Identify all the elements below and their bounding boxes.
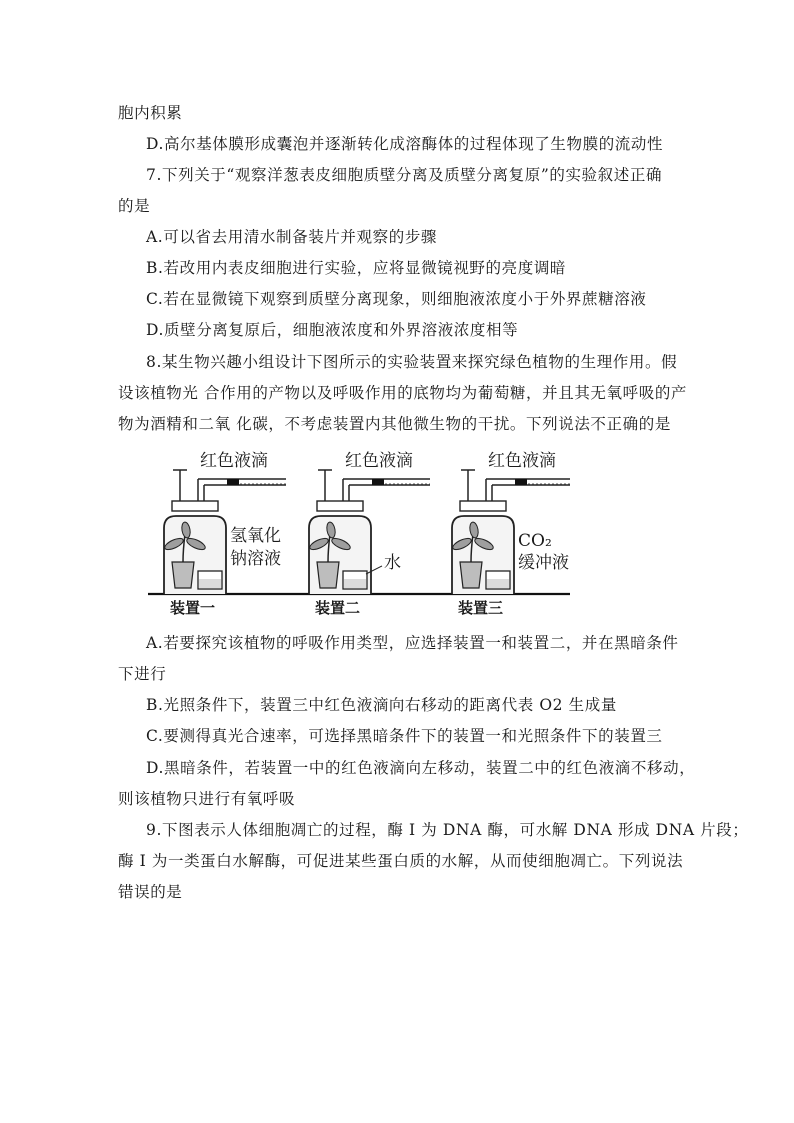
device-label: 装置三 — [458, 599, 504, 617]
red-drop-label: 红色液滴 — [345, 451, 413, 471]
q7-option-c: C.若在显微镜下观察到质壁分离现象，则细胞液浓度小于外界蔗糖溶液 — [146, 290, 647, 308]
red-drop — [227, 479, 239, 485]
solution-label: 缓冲液 — [518, 553, 569, 573]
device-2 — [308, 451, 430, 617]
question-9-stem: 9.下图表示人体细胞凋亡的过程，酶 I 为 DNA 酶，可水解 DNA 形成 DNA 片段； — [146, 821, 749, 839]
solution-label: 水 — [384, 553, 401, 573]
experiment-apparatus-figure — [140, 446, 570, 622]
question-8-stem-cont: 设该植物光 合作用的产物以及呼吸作用的底物均为葡萄糖，并且其无氧呼吸的产 — [118, 384, 688, 402]
solution-label: 钠溶液 — [230, 549, 281, 569]
question-7-stem: 7.下列关于“观察洋葱表皮细胞质壁分离及质壁分离复原”的实验叙述正确 — [146, 166, 663, 184]
plant-pot — [317, 562, 339, 588]
q8-option-d: D.黑暗条件，若装置一中的红色液滴向左移动，装置二中的红色液滴不移动， — [146, 759, 696, 777]
question-8-stem-cont: 物为酒精和二氧 化碳，不考虑装置内其他微生物的干扰。下列说法不正确的是 — [118, 415, 671, 433]
solution-label: 氢氧化 — [230, 526, 281, 546]
question-9-stem-cont: 酶 I 为一类蛋白水解酶，可促进某些蛋白质的水解，从而使细胞凋亡。下列说法 — [118, 852, 684, 870]
q7-option-a: A.可以省去用清水制备装片并观察的步骤 — [146, 228, 438, 246]
red-drop-label: 红色液滴 — [200, 451, 268, 471]
red-drop — [515, 479, 527, 485]
device-label: 装置二 — [315, 599, 361, 617]
solution-label: CO₂ — [518, 531, 552, 551]
plant-pot — [460, 562, 482, 588]
q7-option-b: B.若改用内表皮细胞进行实验，应将显微镜视野的亮度调暗 — [146, 259, 567, 277]
question-7-stem-cont: 的是 — [118, 197, 151, 215]
option-d: D.高尔基体膜形成囊泡并逐渐转化成溶酶体的过程体现了生物膜的流动性 — [146, 135, 664, 153]
text-line: 胞内积累 — [118, 104, 183, 122]
question-8-stem: 8.某生物兴趣小组设计下图所示的实验装置来探究绿色植物的生理作用。假 — [146, 353, 678, 371]
red-drop-label: 红色液滴 — [488, 451, 556, 471]
plant-pot — [172, 562, 194, 588]
question-9-stem-cont: 错误的是 — [118, 883, 183, 901]
device-label: 装置一 — [170, 599, 216, 617]
q8-option-a-cont: 下进行 — [118, 665, 167, 683]
q8-option-c: C.要测得真光合速率，可选择黑暗条件下的装置一和光照条件下的装置三 — [146, 727, 663, 745]
q8-option-a: A.若要探究该植物的呼吸作用类型，应选择装置一和装置二，并在黑暗条件 — [146, 634, 679, 652]
q7-option-d: D.质壁分离复原后，细胞液浓度和外界溶液浓度相等 — [146, 321, 519, 339]
q8-option-b: B.光照条件下，装置三中红色液滴向右移动的距离代表 O2 生成量 — [146, 696, 617, 714]
q8-option-d-cont: 则该植物只进行有氧呼吸 — [118, 790, 296, 808]
device-3 — [451, 451, 570, 617]
red-drop — [372, 479, 384, 485]
device-1 — [163, 451, 286, 617]
